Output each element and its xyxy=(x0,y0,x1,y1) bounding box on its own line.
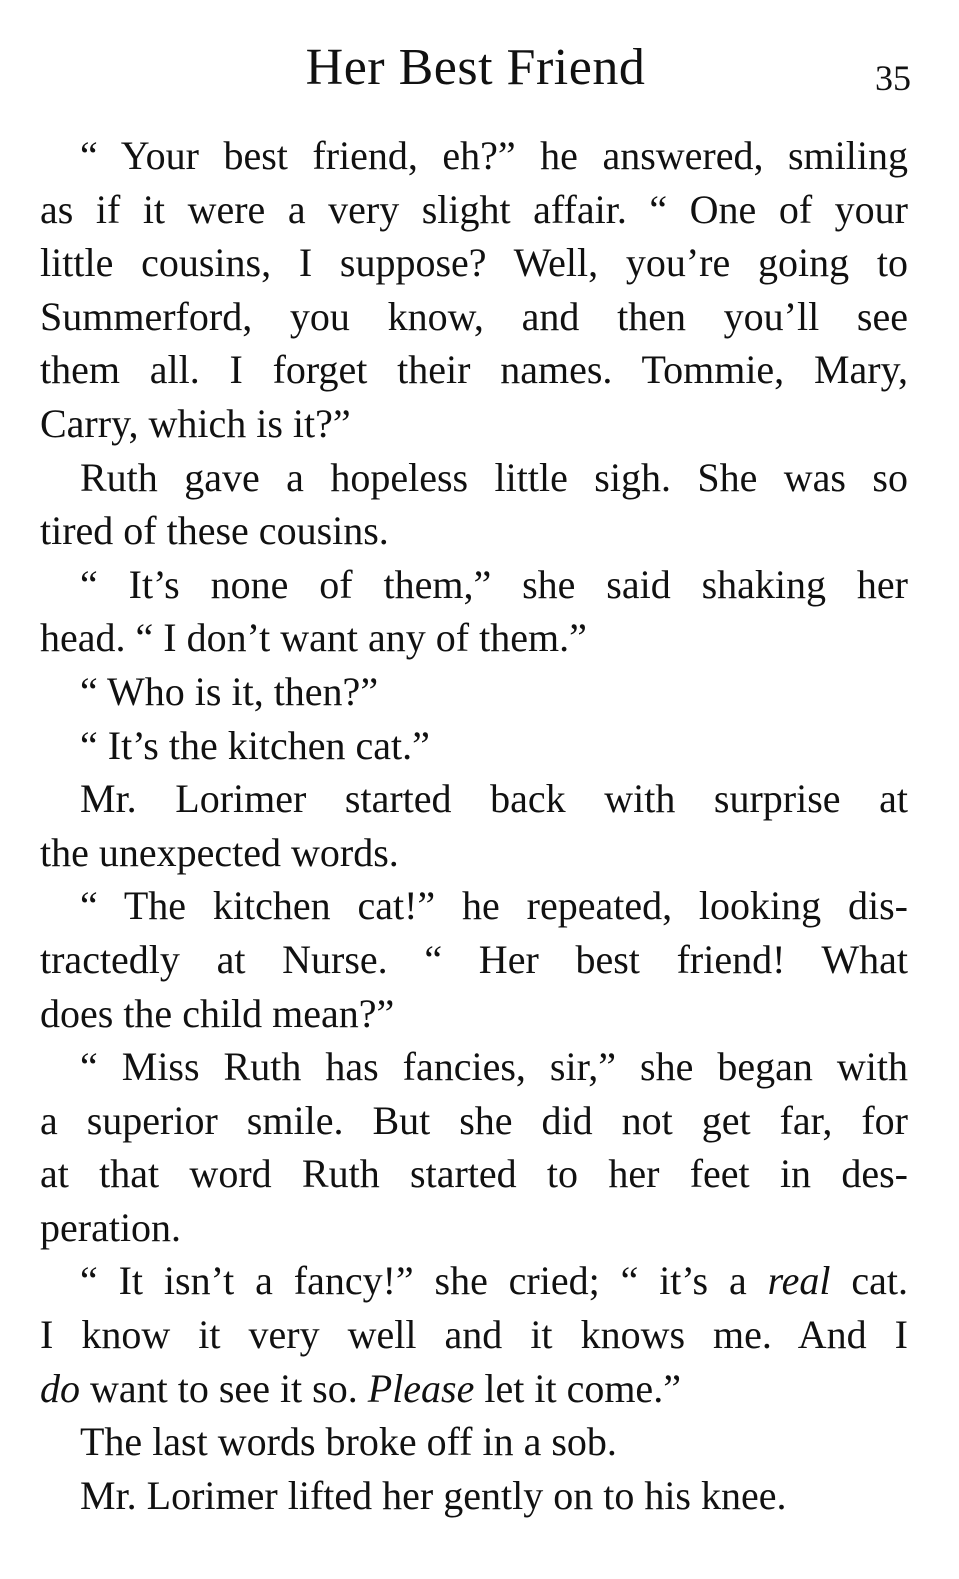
body-text xyxy=(40,129,908,1522)
text-run: let it come.” xyxy=(474,1365,681,1411)
text-line: as if it were a very slight affair. “ One of your xyxy=(40,186,908,232)
paragraph xyxy=(40,879,908,1040)
text-line xyxy=(40,1254,908,1308)
text-line: “ The kitchen cat!” he repeated, looking dis- xyxy=(80,883,908,929)
text-line: Carry, which is it?” xyxy=(40,400,351,446)
text-run: “ It isn’t a fancy!” she cried; “ it’s a xyxy=(80,1258,768,1304)
text-line: “ Your best friend, eh?” he answered, smiling xyxy=(80,133,908,178)
text-line: tractedly at Nurse. “ Her best friend! What xyxy=(40,936,908,982)
page-header xyxy=(40,36,911,106)
text-line: a superior smile. But she did not get far, for xyxy=(40,1097,908,1143)
running-title: Her Best Friend xyxy=(305,39,646,96)
text-line: tired of these cousins. xyxy=(40,508,389,554)
text-line: Mr. Lorimer lifted her gently on to his knee. xyxy=(80,1472,787,1518)
text-line: The last words broke off in a sob. xyxy=(80,1419,617,1465)
paragraph xyxy=(40,1469,908,1523)
paragraph xyxy=(40,665,908,719)
paragraph xyxy=(40,1254,908,1415)
italic-word: real xyxy=(767,1258,831,1304)
text-line: “ It’s the kitchen cat.” xyxy=(80,722,430,768)
text-line: Ruth gave a hopeless little sigh. She was so xyxy=(80,454,908,500)
text-line: does the child mean?” xyxy=(40,990,395,1036)
text-line: peration. xyxy=(40,1204,182,1250)
text-line: I know it very well and it knows me. And I xyxy=(40,1312,908,1358)
page-number: 35 xyxy=(875,58,911,98)
paragraph xyxy=(40,772,908,879)
text-run: want to see it so. xyxy=(80,1365,368,1411)
text-line: little cousins, I suppose? Well, you’re going to xyxy=(40,240,908,286)
text-line xyxy=(40,1362,908,1416)
text-line: the unexpected words. xyxy=(40,829,399,875)
text-line: “ It’s none of them,” she said shaking her xyxy=(80,561,908,607)
text-line: Summerford, you know, and then you’ll see xyxy=(40,293,908,339)
text-line: “ Miss Ruth has fancies, sir,” she began with xyxy=(80,1044,908,1090)
paragraph xyxy=(40,719,908,773)
text-line: at that word Ruth started to her feet in des- xyxy=(40,1151,908,1197)
text-run: cat. xyxy=(830,1258,908,1304)
text-line: “ Who is it, then?” xyxy=(80,668,379,714)
paragraph xyxy=(40,129,908,451)
text-line: them all. I forget their names. Tommie, Mary, xyxy=(40,347,908,393)
text-line: head. “ I don’t want any of them.” xyxy=(40,615,587,661)
paragraph xyxy=(40,451,908,558)
italic-word: do xyxy=(40,1365,80,1411)
paragraph xyxy=(40,558,908,665)
italic-word: Please xyxy=(367,1365,475,1411)
paragraph xyxy=(40,1040,908,1254)
text-line: Mr. Lorimer started back with surprise at xyxy=(80,776,908,822)
paragraph xyxy=(40,1415,908,1469)
